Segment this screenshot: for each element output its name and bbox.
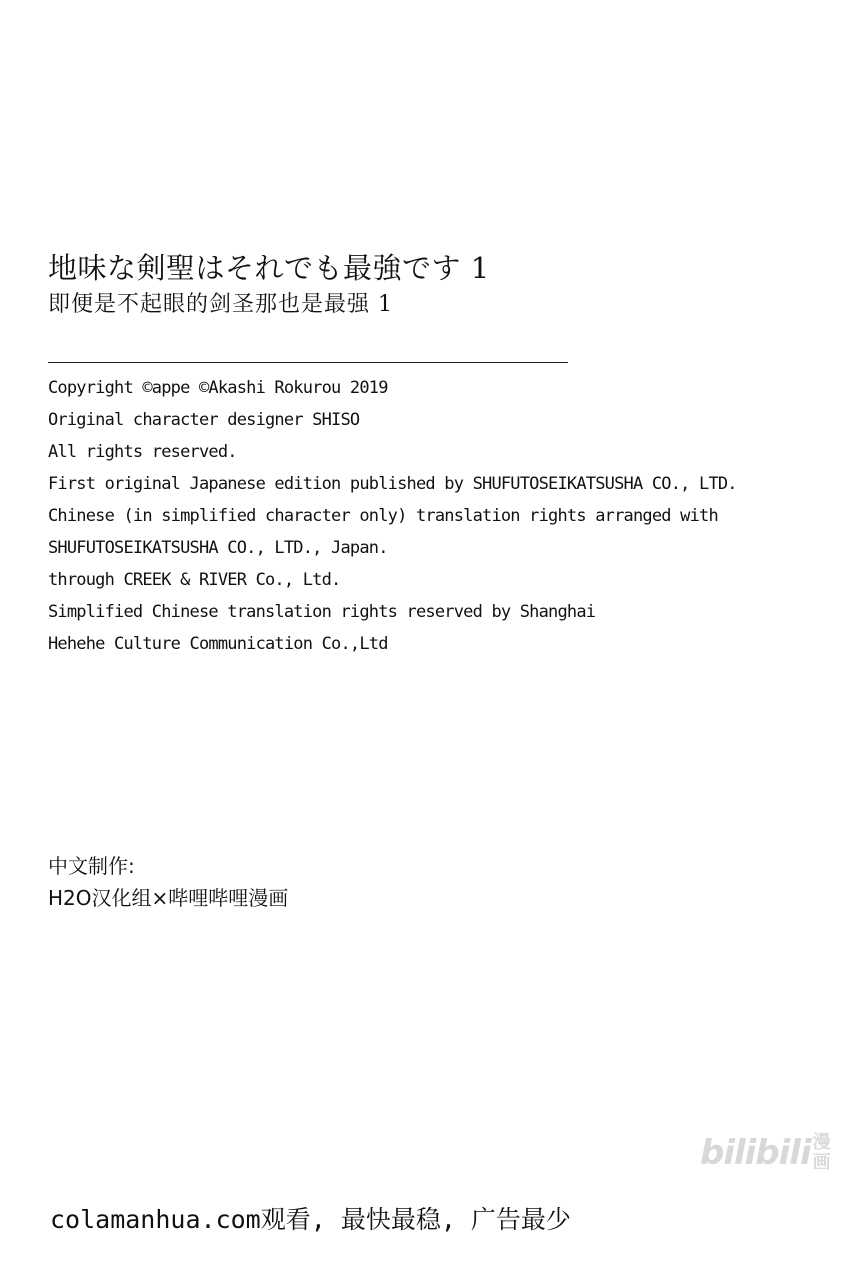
credits-block — [48, 850, 288, 914]
copyright-line: First original Japanese edition published by SHUFUTOSEIKATSUSHA CO., LTD. — [48, 474, 737, 494]
copyright-line: Hehehe Culture Communication Co.,Ltd — [48, 634, 388, 654]
footer-notice: colamanhua.com观看, 最快最稳, 广告最少 — [50, 1205, 571, 1234]
credits-groups: H2O汉化组×哔哩哔哩漫画 — [48, 886, 289, 910]
japanese-title: 地味な剣聖はそれでも最強です 1 — [48, 251, 490, 285]
credits-label: 中文制作: — [48, 854, 135, 878]
watermark-text — [813, 1133, 831, 1173]
bilibili-comics-watermark — [700, 1130, 831, 1176]
bilibili-logo-icon: bilibili — [700, 1133, 811, 1173]
chinese-title: 即便是不起眼的剑圣那也是最强 1 — [48, 292, 393, 317]
copyright-line: Simplified Chinese translation rights reserved by Shanghai — [48, 602, 596, 622]
copyright-notice — [48, 372, 838, 660]
divider-line — [48, 362, 568, 363]
watermark-text-bottom: 画 — [812, 1152, 831, 1173]
watermark-text-top: 漫 — [812, 1132, 831, 1153]
copyright-line: Chinese (in simplified character only) translation rights arranged with — [48, 506, 718, 526]
title-block — [48, 248, 808, 322]
copyright-line: through CREEK & RIVER Co., Ltd. — [48, 570, 341, 590]
copyright-line: SHUFUTOSEIKATSUSHA CO., LTD., Japan. — [48, 538, 388, 558]
copyright-line: Copyright ©appe ©Akashi Rokurou 2019 — [48, 378, 388, 398]
copyright-line: All rights reserved. — [48, 442, 237, 462]
copyright-line: Original character designer SHISO — [48, 410, 360, 430]
